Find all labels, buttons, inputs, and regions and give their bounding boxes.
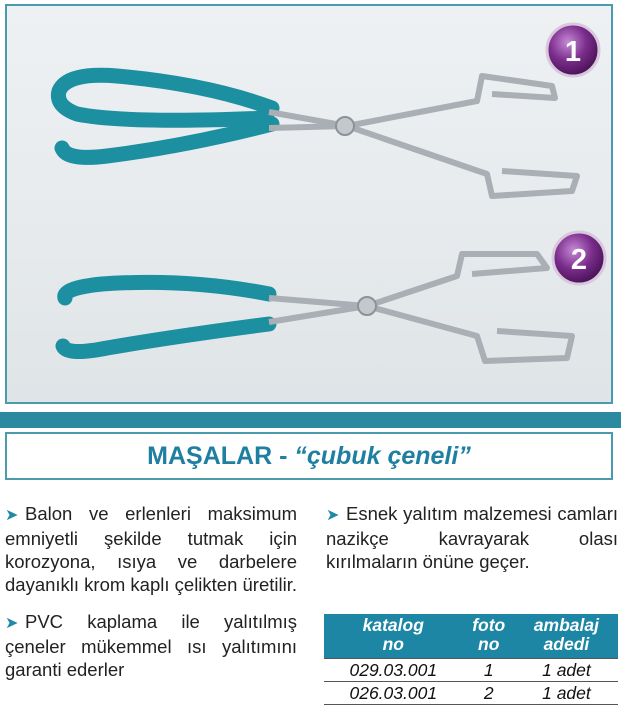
title-box — [5, 432, 613, 480]
badge-1 — [547, 24, 599, 76]
arrow-bullet-icon: ➤ — [5, 507, 19, 524]
left-column — [5, 502, 297, 695]
right-column — [326, 502, 618, 587]
header-package-qty: ambalaj adedi — [515, 614, 618, 659]
page-title: MAŞALAR - “çubuk çeneli” — [147, 442, 471, 470]
product-photo — [5, 4, 613, 404]
table-header-row — [324, 614, 618, 659]
arrow-bullet-icon: ➤ — [326, 507, 340, 524]
cell-photo-no: 1 — [463, 659, 515, 682]
cell-catalog-no: 026.03.001 — [324, 682, 463, 705]
cell-package-qty: 1 adet — [515, 682, 618, 705]
feature-paragraph: ➤ PVC kaplama ile yalıtılmış çeneler mükemmel ısı yalıtımını garanti ederler — [5, 611, 297, 680]
svg-text:1: 1 — [564, 36, 582, 68]
header-catalog-no: katalog no — [324, 614, 463, 659]
table-row — [324, 682, 618, 705]
tongs-1 — [58, 75, 577, 196]
section-divider — [0, 412, 621, 428]
cell-package-qty: 1 adet — [515, 659, 618, 682]
badge-2 — [553, 232, 605, 284]
tongs-illustration — [7, 6, 613, 404]
svg-text:2: 2 — [570, 244, 588, 276]
arrow-bullet-icon: ➤ — [5, 615, 19, 632]
cell-catalog-no: 029.03.001 — [324, 659, 463, 682]
tongs-2 — [63, 254, 572, 361]
table-row — [324, 659, 618, 682]
catalog-table — [324, 614, 618, 705]
feature-paragraph: ➤ Esnek yalıtım malzemesi camları nazikçe kavrayarak olası kırılmaların önüne geçer. — [326, 503, 618, 572]
header-photo-no: foto no — [463, 614, 515, 659]
page-subtitle: “çubuk çeneli” — [294, 442, 471, 470]
feature-paragraph: ➤ Balon ve erlenleri maksimum emniyetli şekilde tutmak için korozyona, ısıya ve darbelere dayanıklı krom kaplı çelikten üretilir. — [5, 503, 298, 595]
cell-photo-no: 2 — [463, 682, 515, 705]
